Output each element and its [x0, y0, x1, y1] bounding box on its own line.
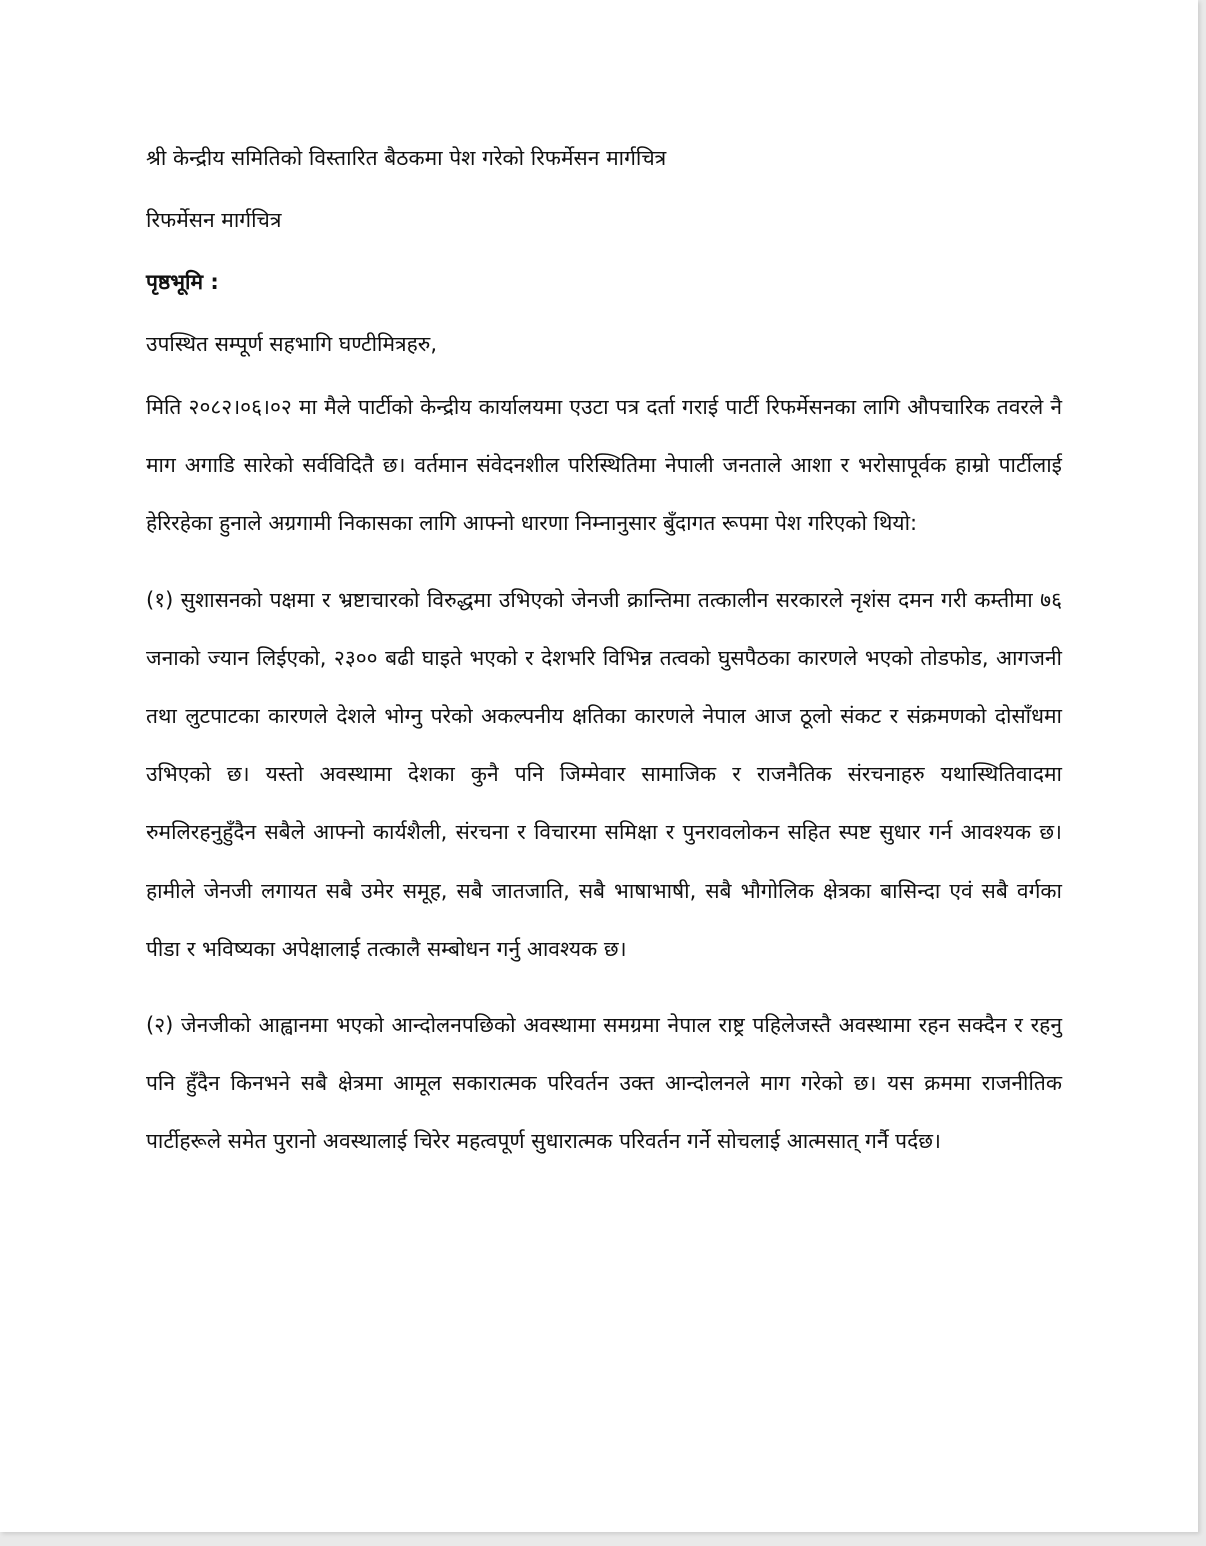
- greeting-line: उपस्थित सम्पूर्ण सहभागि घण्टीमित्रहरु,: [146, 332, 438, 356]
- intro-paragraph: मिति २०८२।०६।०२ मा मैले पार्टीको केन्द्रीय कार्यालयमा एउटा पत्र दर्ता गराई पार्टी रिफर्मेसनका लागि औपचारिक तवरले नै माग अगाडि सारेको सर्वविदितै छ। वर्तमान संवेदनशील परिस्थितिमा नेपाली जनताले आशा र भरोसापूर्वक हाम्रो पार्टीलाई हेरिरहेका हुनाले अग्रगामी निकासका लागि आफ्नो धारणा निम्नानुसार बुँदागत रूपमा पेश गरिएको थियो:: [146, 395, 1062, 536]
- document-title: श्री केन्द्रीय समितिको विस्तारित बैठकमा पेश गरेको रिफर्मेसन मार्गचित्र: [146, 146, 667, 170]
- point-paragraph-2: (२) जेनजीको आह्वानमा भएको आन्दोलनपछिको अवस्थामा समग्रमा नेपाल राष्ट्र पहिलेजस्तै अवस्थामा रहन सक्दैन र रहनु पनि हुँदैन किनभने सबै क्षेत्रमा आमूल सकारात्मक परिवर्तन उक्त आन्दोलनले माग गरेको छ। यस क्रममा राजनीतिक पार्टीहरूले समेत पुरानो अवस्थालाई चिरेर महत्वपूर्ण सुधारात्मक परिवर्तन गर्ने सोचलाई आत्मसात् गर्नै पर्दछ।: [146, 1013, 1063, 1154]
- document-body: [146, 130, 1062, 1171]
- section-heading: पृष्ठभूमि :: [146, 270, 219, 294]
- document-subtitle: रिफर्मेसन मार्गचित्र: [146, 208, 282, 232]
- point-paragraph-1: (१) सुशासनको पक्षमा र भ्रष्टाचारको विरुद्धमा उभिएको जेनजी क्रान्तिमा तत्कालीन सरकारले नृशंस दमन गरी कम्तीमा ७६ जनाको ज्यान लिईएको, २३०० बढी घाइते भएको र देशभरि विभिन्न तत्वको घुसपैठका कारणले भएको तोडफोड, आगजनी तथा लुटपाटका कारणले देशले भोग्नु परेको अकल्पनीय क्षतिका कारणले नेपाल आज ठूलो संकट र संक्रमणको दोसाँधमा उभिएको छ। यस्तो अवस्थामा देशका कुनै पनि जिम्मेवार सामाजिक र राजनैतिक संरचनाहरु यथास्थितिवादमा रुमलिरहनुहुँदैन सबैले आफ्नो कार्यशैली, संरचना र विचारमा समिक्षा र पुनरावलोकन सहित स्पष्ट सुधार गर्न आवश्यक छ।हामीले जेनजी लगायत सबै उमेर समूह, सबै जातजाति, सबै भाषाभाषी, सबै भौगोलिक क्षेत्रका बासिन्दा एवं सबै वर्गका पीडा र भविष्यका अपेक्षालाई तत्कालै सम्बोधन गर्नु आवश्यक छ।: [146, 587, 1062, 961]
